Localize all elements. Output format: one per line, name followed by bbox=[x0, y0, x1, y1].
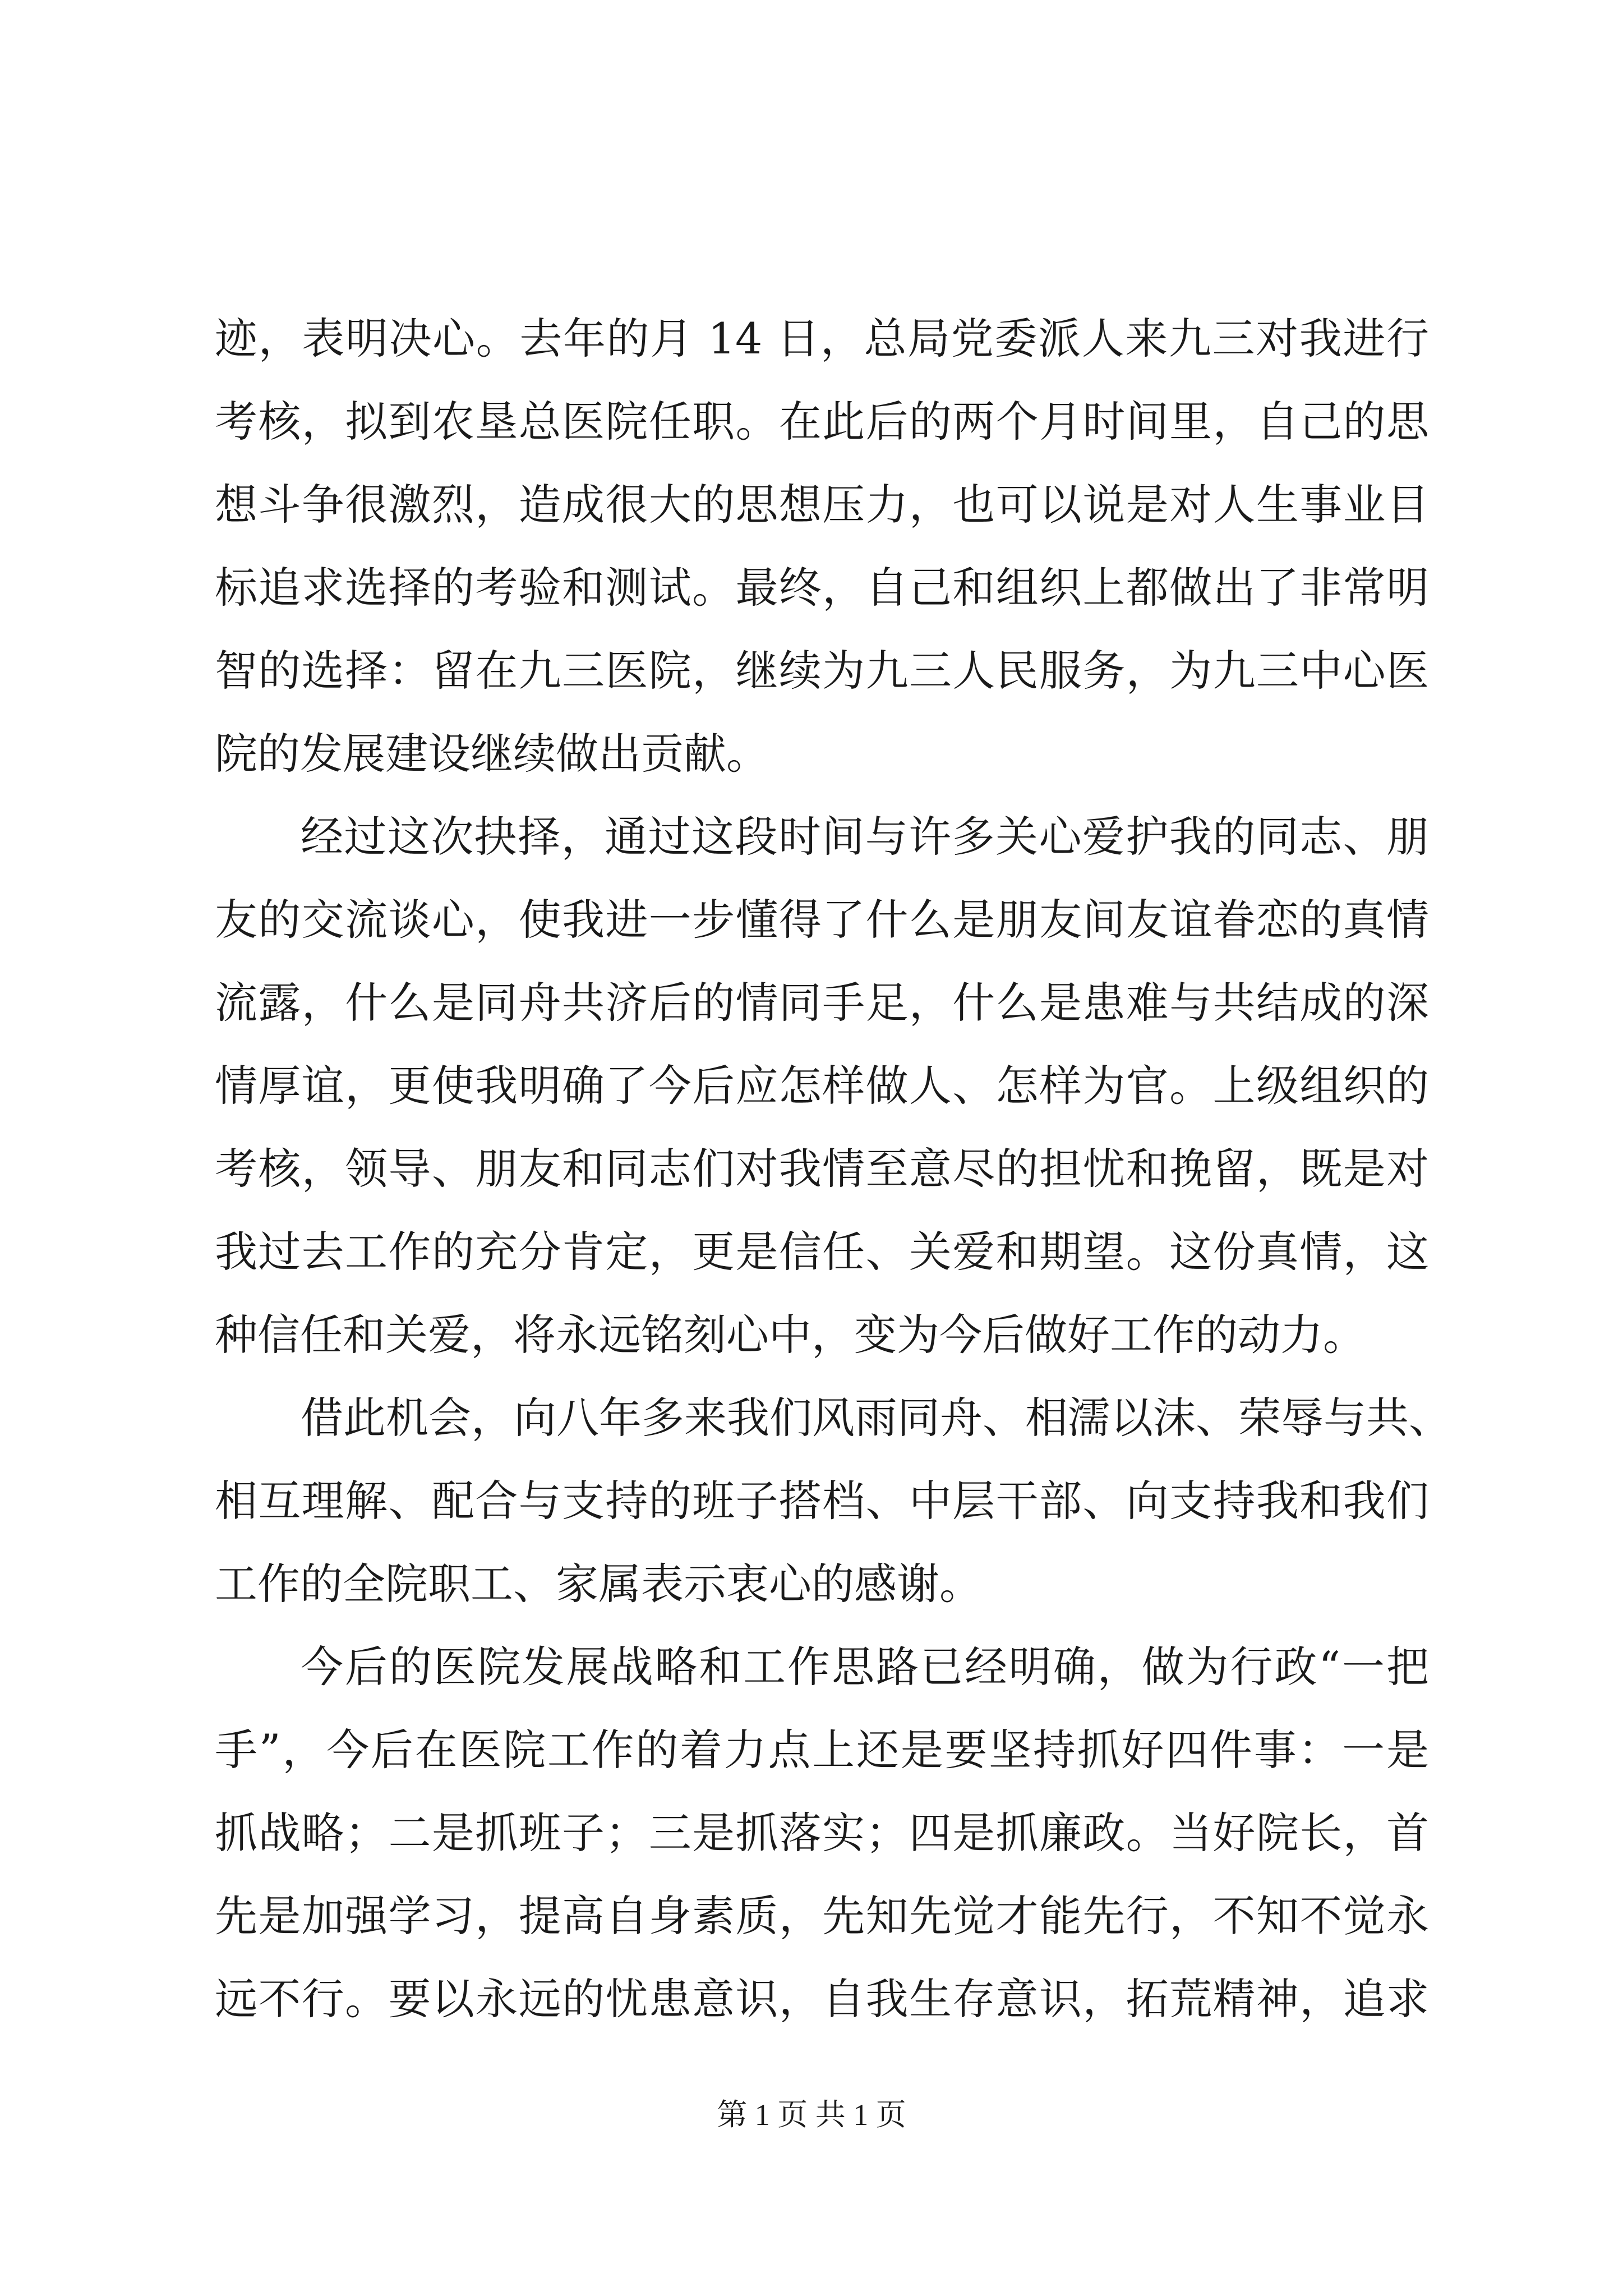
text-line: 情厚谊，更使我明确了今后应怎样做人、怎样为官。上级组织的 bbox=[215, 1061, 1429, 1111]
paragraph bbox=[215, 1377, 1451, 1626]
text-line: 标追求选择的考验和测试。最终，自己和组织上都做出了非常明 bbox=[215, 563, 1429, 613]
text-line: 考核，拟到农垦总医院任职。在此后的两个月时间里，自己的思 bbox=[215, 397, 1429, 447]
text-line: 想斗争很激烈，造成很大的思想压力，也可以说是对人生事业目 bbox=[215, 480, 1429, 530]
text-line: 流露，什么是同舟共济后的情同手足，什么是患难与共结成的深 bbox=[215, 978, 1429, 1028]
text-line: 抓战略；二是抓班子；三是抓落实；四是抓廉政。当好院长，首 bbox=[215, 1808, 1429, 1858]
text-line: 智的选择：留在九三医院，继续为九三人民服务，为九三中心医 bbox=[215, 646, 1429, 696]
text-line: 种信任和关爱，将永远铭刻心中，变为今后做好工作的动力。 bbox=[215, 1310, 1366, 1360]
page-footer: 第 1 页 共 1 页 bbox=[717, 2098, 906, 2132]
document-body bbox=[215, 297, 1451, 2041]
text-line: 相互理解、配合与支持的班子搭档、中层干部、向支持我和我们 bbox=[215, 1476, 1429, 1526]
text-line: 借此机会，向八年多来我们风雨同舟、相濡以沫、荣辱与共、 bbox=[301, 1393, 1451, 1443]
text-line: 工作的全院职工、家属表示衷心的感谢。 bbox=[215, 1559, 982, 1609]
paragraph bbox=[215, 297, 1429, 795]
text-line: 我过去工作的充分肯定，更是信任、关爱和期望。这份真情，这 bbox=[215, 1227, 1429, 1277]
text-line: 院的发展建设继续做出贡献。 bbox=[215, 729, 769, 779]
text-line: 今后的医院发展战略和工作思路已经明确，做为行政“一把 bbox=[301, 1642, 1429, 1692]
paragraph bbox=[215, 1626, 1429, 2041]
text-line: 远不行。要以永远的忧患意识，自我生存意识，拓荒精神，追求 bbox=[215, 1974, 1429, 2024]
text-line: 经过这次抉择，通过这段时间与许多关心爱护我的同志、朋 bbox=[301, 812, 1429, 862]
text-line: 迹，表明决心。去年的月 14 日，总局党委派人来九三对我进行 bbox=[215, 314, 1429, 364]
text-line: 考核，领导、朋友和同志们对我情至意尽的担忧和挽留，既是对 bbox=[215, 1144, 1429, 1194]
text-line: 友的交流谈心，使我进一步懂得了什么是朋友间友谊眷恋的真情 bbox=[215, 895, 1429, 945]
paragraph bbox=[215, 795, 1429, 1377]
text-line: 先是加强学习，提高自身素质，先知先觉才能先行，不知不觉永 bbox=[215, 1891, 1429, 1941]
text-line: 手”，今后在医院工作的着力点上还是要坚持抓好四件事：一是 bbox=[215, 1725, 1429, 1775]
